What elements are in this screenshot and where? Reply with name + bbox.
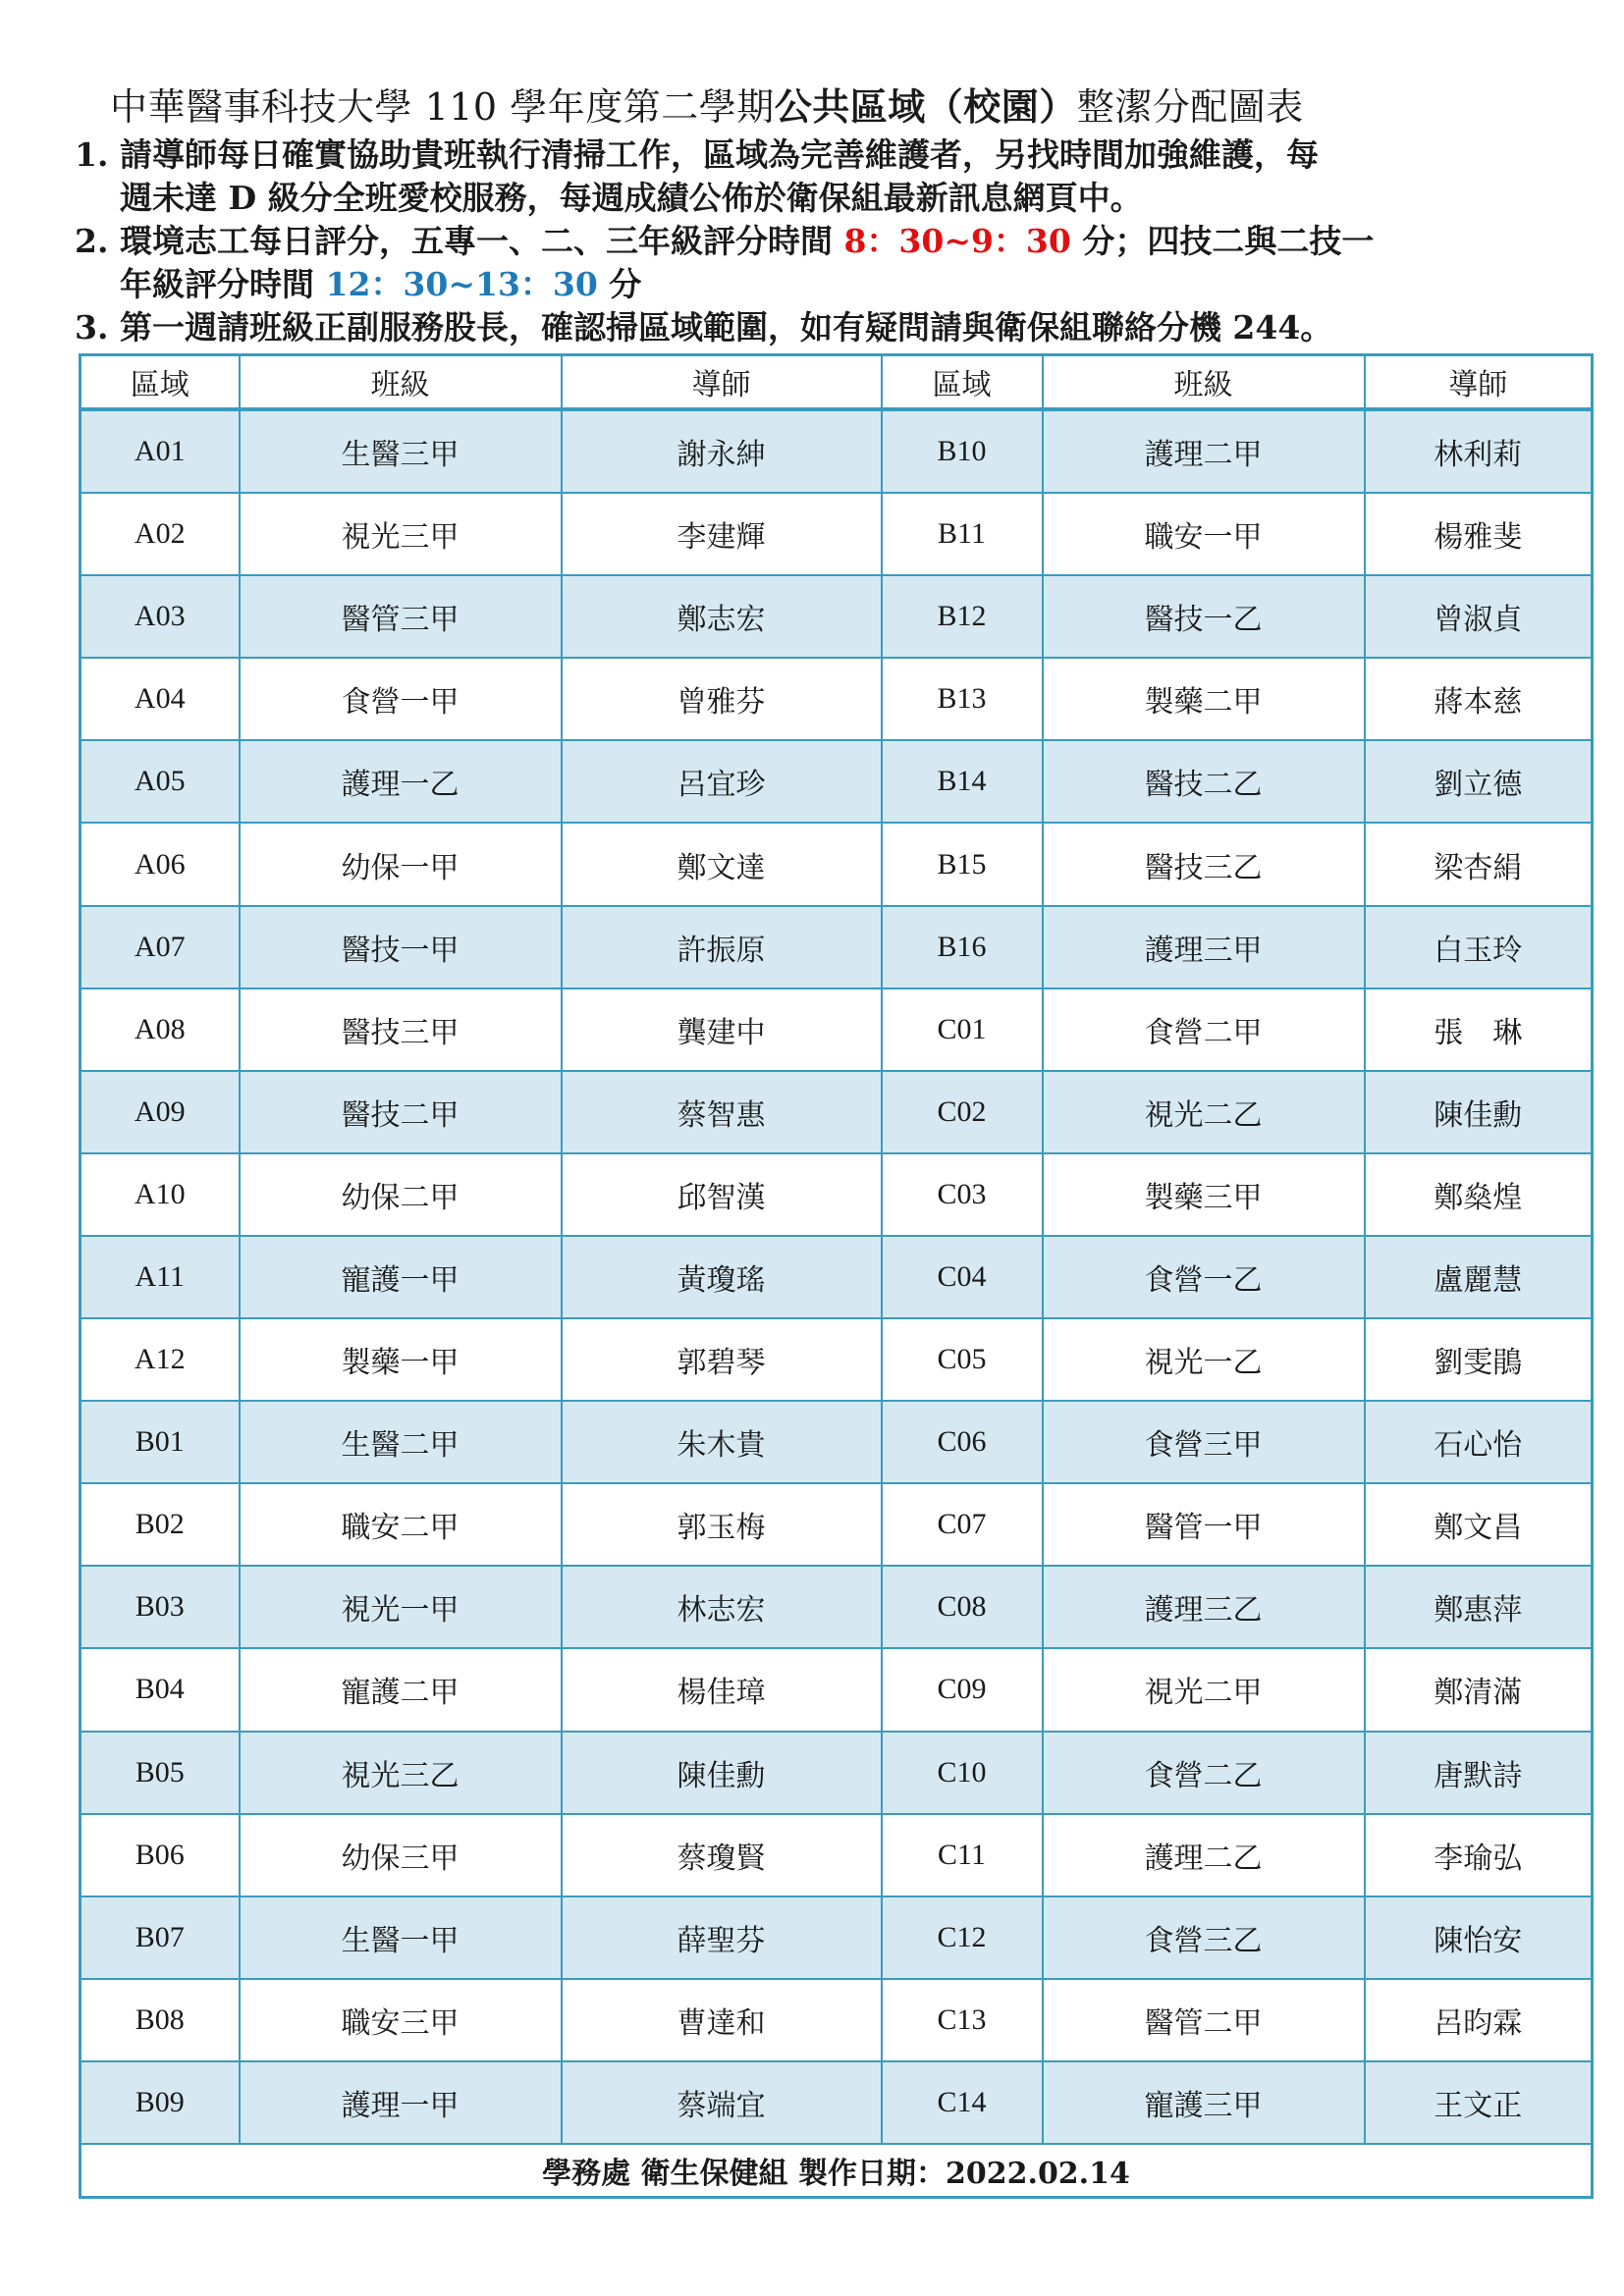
allocation-table: [79, 353, 1594, 2199]
class-name: 幼保一甲: [240, 823, 562, 905]
zone-code: B11: [882, 493, 1043, 575]
teacher-name: 唐默詩: [1365, 1732, 1593, 1814]
class-name: 視光二乙: [1043, 1071, 1365, 1153]
instructions: [75, 133, 1567, 349]
teacher-name: 朱木貴: [562, 1401, 882, 1483]
teacher-name: 陳佳勳: [1365, 1071, 1593, 1153]
teacher-name: 白玉玲: [1365, 906, 1593, 988]
table-row: [81, 740, 1593, 823]
zone-code: A01: [81, 409, 240, 493]
class-name: 醫管二甲: [1043, 1979, 1365, 2061]
zone-code: A09: [81, 1071, 240, 1153]
zone-code: B10: [882, 409, 1043, 493]
table-row: [81, 1153, 1593, 1236]
note-1-line-1: 1. 請導師每日確實協助貴班執行清掃工作，區域為完善維護者，另找時間加強維護，每: [75, 135, 1319, 174]
class-name: 食營一乙: [1043, 1236, 1365, 1318]
class-name: 護理一甲: [240, 2061, 562, 2144]
zone-code: C02: [882, 1071, 1043, 1153]
teacher-name: 楊佳璋: [562, 1648, 882, 1731]
table-row: [81, 493, 1593, 575]
class-name: 護理二甲: [1043, 409, 1365, 493]
zone-code: B16: [882, 906, 1043, 988]
teacher-name: 鄭燊煌: [1365, 1153, 1593, 1236]
teacher-name: 楊雅斐: [1365, 493, 1593, 575]
teacher-name: 陳佳勳: [562, 1732, 882, 1814]
zone-code: B06: [81, 1814, 240, 1896]
table-row: [81, 1318, 1593, 1401]
title-prefix: 中華醫事科技大學 110 學年度第二學期: [110, 85, 775, 129]
teacher-name: 薛聖芬: [562, 1896, 882, 1979]
teacher-name: 李建輝: [562, 493, 882, 575]
table-row: [81, 1896, 1593, 1979]
header-class: 班級: [240, 355, 562, 410]
teacher-name: 張 琳: [1365, 988, 1593, 1071]
teacher-name: 曾雅芬: [562, 658, 882, 740]
class-name: 醫技一乙: [1043, 575, 1365, 658]
teacher-name: 陳怡安: [1365, 1896, 1593, 1979]
teacher-name: 劉立德: [1365, 740, 1593, 823]
note-1: [75, 133, 1567, 220]
zone-code: C04: [882, 1236, 1043, 1318]
zone-code: A03: [81, 575, 240, 658]
table-row: [81, 1071, 1593, 1153]
table-row: [81, 2061, 1593, 2144]
class-name: 生醫三甲: [240, 409, 562, 493]
class-name: 幼保三甲: [240, 1814, 562, 1896]
class-name: 護理三乙: [1043, 1566, 1365, 1648]
zone-code: B15: [882, 823, 1043, 905]
title-suffix: 整潔分配圖表: [1076, 85, 1304, 129]
class-name: 製藥一甲: [240, 1318, 562, 1401]
teacher-name: 盧麗慧: [1365, 1236, 1593, 1318]
table-row: [81, 1648, 1593, 1731]
zone-code: B12: [882, 575, 1043, 658]
teacher-name: 邱智漢: [562, 1153, 882, 1236]
zone-code: A08: [81, 988, 240, 1071]
class-name: 食營二乙: [1043, 1732, 1365, 1814]
teacher-name: 鄭文達: [562, 823, 882, 905]
zone-code: B07: [81, 1896, 240, 1979]
zone-code: B09: [81, 2061, 240, 2144]
class-name: 職安一甲: [1043, 493, 1365, 575]
table-row: [81, 906, 1593, 988]
header-zone: 區域: [882, 355, 1043, 410]
table-row: [81, 1236, 1593, 1318]
teacher-name: 蔡瓊賢: [562, 1814, 882, 1896]
teacher-name: 郭玉梅: [562, 1483, 882, 1566]
class-name: 寵護一甲: [240, 1236, 562, 1318]
teacher-name: 蔡端宜: [562, 2061, 882, 2144]
teacher-name: 許振原: [562, 906, 882, 988]
zone-code: B08: [81, 1979, 240, 2061]
zone-code: A02: [81, 493, 240, 575]
zone-code: A11: [81, 1236, 240, 1318]
zone-code: B02: [81, 1483, 240, 1566]
zone-code: C11: [882, 1814, 1043, 1896]
zone-code: C12: [882, 1896, 1043, 1979]
class-name: 視光三甲: [240, 493, 562, 575]
class-name: 食營一甲: [240, 658, 562, 740]
zone-code: C14: [882, 2061, 1043, 2144]
class-name: 生醫二甲: [240, 1401, 562, 1483]
zone-code: C03: [882, 1153, 1043, 1236]
title-bold: 公共區域（校園）: [774, 84, 1077, 129]
table-row: [81, 1814, 1593, 1896]
table-row: [81, 1566, 1593, 1648]
table-row: [81, 1979, 1593, 2061]
table-row: [81, 575, 1593, 658]
teacher-name: 黃瓊瑤: [562, 1236, 882, 1318]
note-2-time-1: 8：30~9：30: [843, 222, 1071, 260]
header-row: [81, 355, 1593, 410]
zone-code: A12: [81, 1318, 240, 1401]
header-teacher: 導師: [1365, 355, 1593, 410]
teacher-name: 呂昀霖: [1365, 1979, 1593, 2061]
table-row: [81, 1401, 1593, 1483]
class-name: 寵護三甲: [1043, 2061, 1365, 2144]
class-name: 生醫一甲: [240, 1896, 562, 1979]
zone-code: A07: [81, 906, 240, 988]
class-name: 醫管一甲: [1043, 1483, 1365, 1566]
class-name: 製藥二甲: [1043, 658, 1365, 740]
class-name: 醫技三乙: [1043, 823, 1365, 905]
note-2-text-a: 2. 環境志工每日評分，五專一、二、三年級評分時間: [75, 222, 844, 260]
note-1-line-2: 週未達 D 級分全班愛校服務，每週成績公佈於衛保組最新訊息網頁中。: [120, 179, 1143, 217]
class-name: 醫技一甲: [240, 906, 562, 988]
footer-credit: 學務處 衛生保健組 製作日期：2022.02.14: [81, 2144, 1593, 2198]
class-name: 護理二乙: [1043, 1814, 1365, 1896]
note-2-text-b: 分；四技二與二技一: [1070, 222, 1375, 260]
zone-code: B04: [81, 1648, 240, 1731]
teacher-name: 王文正: [1365, 2061, 1593, 2144]
teacher-name: 劉雯鵑: [1365, 1318, 1593, 1401]
zone-code: C08: [882, 1566, 1043, 1648]
zone-code: B03: [81, 1566, 240, 1648]
class-name: 製藥三甲: [1043, 1153, 1365, 1236]
note-3-text: 3. 第一週請班級正副服務股長，確認掃區域範圍，如有疑問請與衛保組聯絡分機 244。: [75, 308, 1333, 347]
class-name: 醫技二甲: [240, 1071, 562, 1153]
teacher-name: 郭碧琴: [562, 1318, 882, 1401]
zone-code: A05: [81, 740, 240, 823]
table-row: [81, 1732, 1593, 1814]
table-row: [81, 988, 1593, 1071]
teacher-name: 呂宜珍: [562, 740, 882, 823]
teacher-name: 石心怡: [1365, 1401, 1593, 1483]
teacher-name: 林志宏: [562, 1566, 882, 1648]
zone-code: C01: [882, 988, 1043, 1071]
class-name: 視光一甲: [240, 1566, 562, 1648]
class-name: 食營三甲: [1043, 1401, 1365, 1483]
teacher-name: 蔡智惠: [562, 1071, 882, 1153]
teacher-name: 林利莉: [1365, 409, 1593, 493]
teacher-name: 鄭志宏: [562, 575, 882, 658]
teacher-name: 李瑜弘: [1365, 1814, 1593, 1896]
zone-code: B13: [882, 658, 1043, 740]
table-row: [81, 823, 1593, 905]
table-row: [81, 1483, 1593, 1566]
table-row: [81, 409, 1593, 493]
teacher-name: 鄭惠萍: [1365, 1566, 1593, 1648]
zone-code: A06: [81, 823, 240, 905]
class-name: 護理三甲: [1043, 906, 1365, 988]
zone-code: B14: [882, 740, 1043, 823]
table-row: [81, 658, 1593, 740]
zone-code: C07: [882, 1483, 1043, 1566]
teacher-name: 龔建中: [562, 988, 882, 1071]
teacher-name: 梁杏絹: [1365, 823, 1593, 905]
teacher-name: 鄭文昌: [1365, 1483, 1593, 1566]
class-name: 視光一乙: [1043, 1318, 1365, 1401]
note-2: [75, 220, 1567, 306]
class-name: 醫管三甲: [240, 575, 562, 658]
class-name: 醫技三甲: [240, 988, 562, 1071]
class-name: 視光二甲: [1043, 1648, 1365, 1731]
teacher-name: 蔣本慈: [1365, 658, 1593, 740]
class-name: 食營三乙: [1043, 1896, 1365, 1979]
class-name: 醫技二乙: [1043, 740, 1365, 823]
zone-code: C05: [882, 1318, 1043, 1401]
zone-code: C10: [882, 1732, 1043, 1814]
note-2-text-d: 分: [597, 265, 642, 303]
class-name: 視光三乙: [240, 1732, 562, 1814]
class-name: 護理一乙: [240, 740, 562, 823]
zone-code: B05: [81, 1732, 240, 1814]
teacher-name: 曹達和: [562, 1979, 882, 2061]
header-class: 班級: [1043, 355, 1365, 410]
class-name: 食營二甲: [1043, 988, 1365, 1071]
note-2-text-c: 年級評分時間: [120, 265, 326, 303]
teacher-name: 謝永紳: [562, 409, 882, 493]
class-name: 職安三甲: [240, 1979, 562, 2061]
note-3: [75, 306, 1567, 349]
zone-code: A04: [81, 658, 240, 740]
note-2-line-2: [75, 263, 1567, 306]
zone-code: C13: [882, 1979, 1043, 2061]
class-name: 職安二甲: [240, 1483, 562, 1566]
page-title: [110, 77, 1304, 131]
zone-code: A10: [81, 1153, 240, 1236]
header-zone: 區域: [81, 355, 240, 410]
header-teacher: 導師: [562, 355, 882, 410]
class-name: 幼保二甲: [240, 1153, 562, 1236]
teacher-name: 鄭清滿: [1365, 1648, 1593, 1731]
note-2-time-2: 12：30~13：30: [325, 265, 598, 303]
zone-code: C06: [882, 1401, 1043, 1483]
teacher-name: 曾淑貞: [1365, 575, 1593, 658]
zone-code: B01: [81, 1401, 240, 1483]
zone-code: C09: [882, 1648, 1043, 1731]
class-name: 寵護二甲: [240, 1648, 562, 1731]
